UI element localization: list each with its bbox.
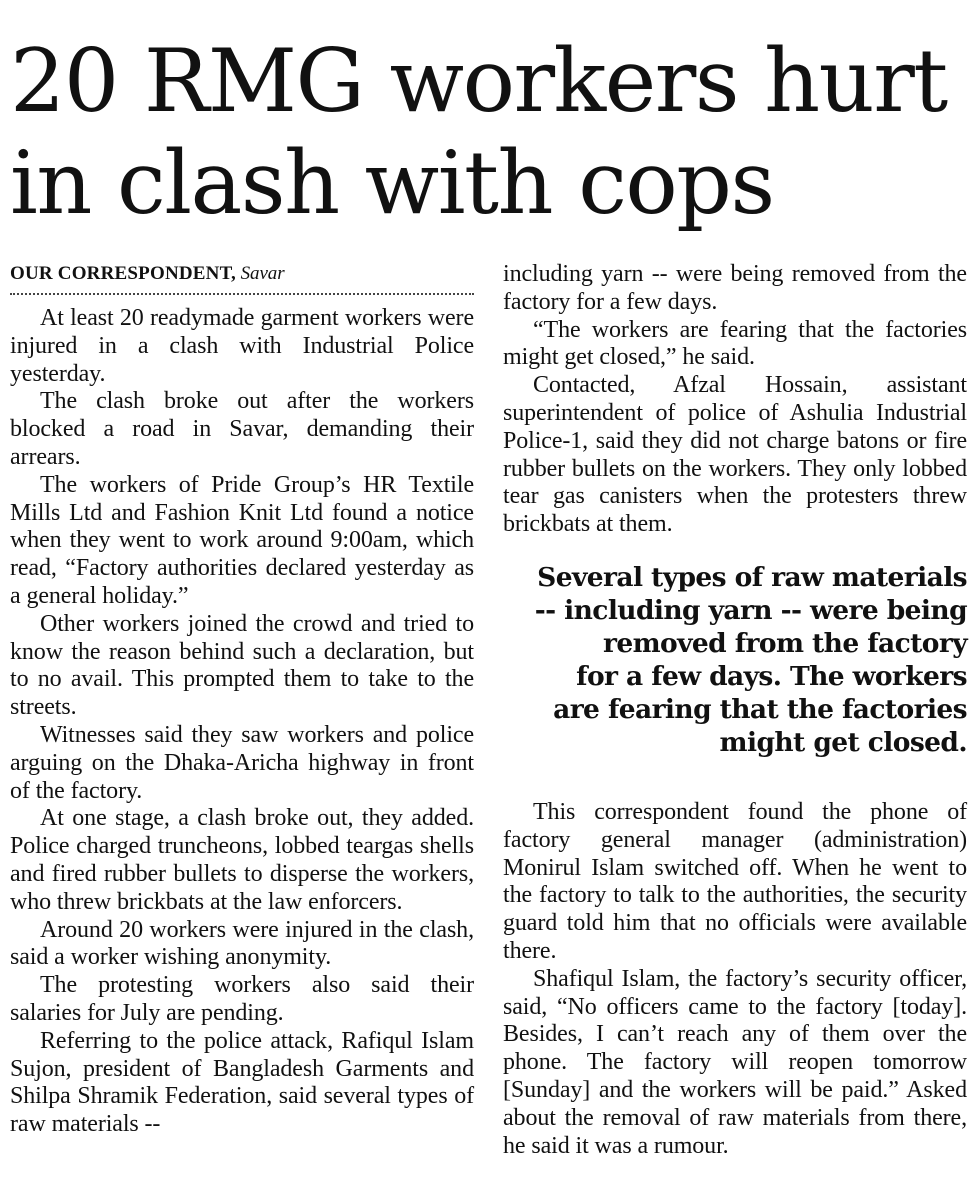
article-column-left (10, 261, 474, 1139)
headline-line-2: in clash with cops (10, 132, 774, 234)
paragraph: The protesting workers also said their salaries for July are pending. (10, 972, 474, 1026)
pull-quote-line: -- including yarn -- were being (534, 594, 967, 626)
paragraph: Shafiqul Islam, the factory’s security officer, said, “No officers came to the factory [today]. Besides, I can’t reach any of them over the phone. The factory will reopen tomorrow [Sunday] and the workers will be paid.” Asked about the removal of raw materials from there, he said it was a rumour. (503, 965, 967, 1159)
headline (10, 30, 970, 234)
paragraph: Contacted, Afzal Hossain, assistant superintendent of police of Ashulia Industrial Police-1, said they did not charge batons or fire rubber bullets on the workers. They only lobbed tear gas canisters when the protesters threw brickbats at them. (503, 372, 967, 538)
pull-quote-line: might get closed. (719, 726, 967, 758)
paragraph: At least 20 readymade garment workers were injured in a clash with Industrial Police yesterday. (10, 305, 474, 387)
paragraph: Referring to the police attack, Rafiqul Islam Sujon, president of Bangladesh Garments and Shilpa Shramik Federation, said several types of raw materials -- (10, 1027, 474, 1138)
paragraph: Witnesses said they saw workers and police arguing on the Dhaka-Aricha highway in front of the factory. (10, 721, 474, 804)
pull-quote (503, 561, 967, 759)
pull-quote-line: removed from the factory (602, 627, 967, 659)
article-column-right (503, 261, 967, 1160)
pull-quote-line: are fearing that the factories (553, 693, 967, 725)
paragraph: Around 20 workers were injured in the clash, said a worker wishing anonymity. (10, 916, 474, 971)
paragraph: This correspondent found the phone of factory general manager (administration) Monirul Islam switched off. When he went to the factory to talk to the authorities, the security guard told him that no officials were available there. (503, 798, 967, 964)
paragraph: The workers of Pride Group’s HR Textile Mills Ltd and Fashion Knit Ltd found a notice when they went to work around 9:00am, which read, “Factory authorities declared yesterday as a general holiday.” (10, 471, 474, 609)
byline-name: OUR CORRESPONDENT, (10, 263, 236, 284)
paragraph: At one stage, a clash broke out, they added. Police charged truncheons, lobbed teargas shells and fired rubber bullets to disperse the workers, who threw brickbats at the law enforcers. (10, 805, 474, 915)
pull-quote-line: for a few days. The workers (576, 660, 967, 692)
paragraph: The clash broke out after the workers blocked a road in Savar, demanding their arrears. (10, 388, 474, 470)
headline-line-1: 20 RMG workers hurt (10, 30, 947, 132)
paragraph: “The workers are fearing that the factories might get closed,” he said. (503, 316, 967, 371)
byline-place: Savar (240, 263, 285, 284)
paragraph: Other workers joined the crowd and tried to know the reason behind such a declaration, but to no avail. This prompted them to take to the streets. (10, 610, 474, 721)
paragraph-continued: including yarn -- were being removed from the factory for a few days. (503, 261, 967, 315)
pull-quote-line: Several types of raw materials (537, 561, 967, 593)
byline (10, 261, 474, 295)
